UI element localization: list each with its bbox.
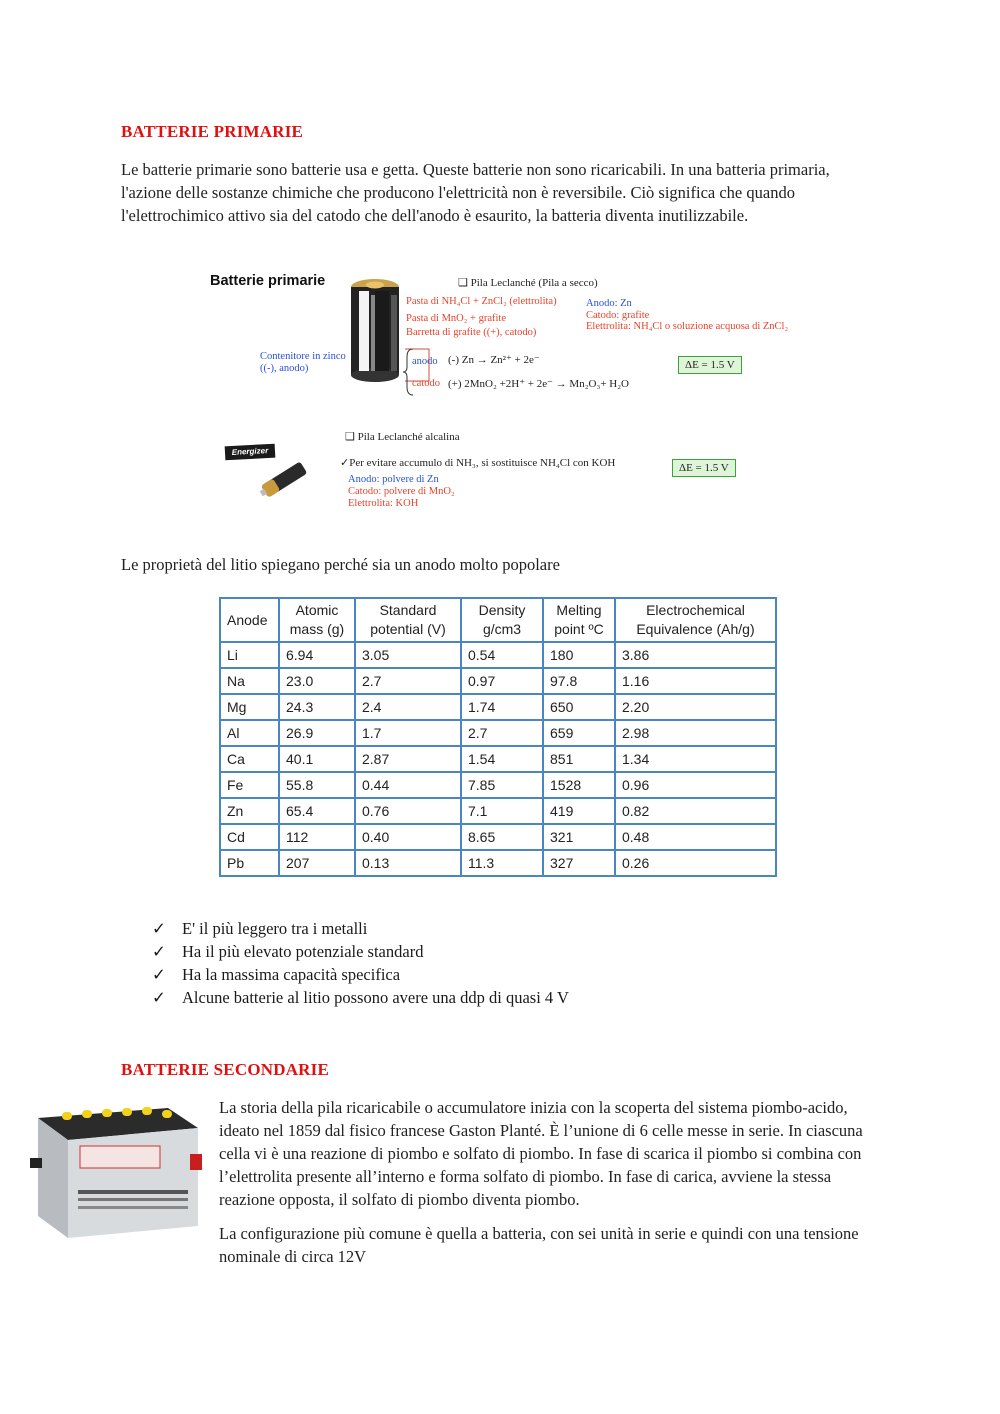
table-cell: 23.0 [279, 668, 355, 694]
table-row [220, 850, 776, 876]
table-cell: 2.7 [461, 720, 543, 746]
table-cell: 2.7 [355, 668, 461, 694]
table-cell: 65.4 [279, 798, 355, 824]
label-zinc-container: Contenitore in zinco ((-), anodo) [260, 351, 346, 374]
table-cell: 207 [279, 850, 355, 876]
lithium-checklist [152, 917, 569, 1009]
delta-e-box-1: ΔE = 1.5 V [678, 356, 742, 374]
table-cell: 2.20 [615, 694, 776, 720]
table-cell: Li [220, 642, 279, 668]
table-cell: 112 [279, 824, 355, 850]
table-cell: 55.8 [279, 772, 355, 798]
table-cell: 419 [543, 798, 615, 824]
primary-paragraph: Le batterie primarie sono batterie usa e getta. Queste batterie non sono ricaricabili. In una batteria primaria, l'azione delle sostanze chimiche che producono l'elettricità non è reversibile. Ciò significa che quando l'elettrochimico attivo sia del catodo che dell'anodo è esaurito, la batteria diventa inutilizzabile. [121, 160, 830, 225]
table-cell: 3.86 [615, 642, 776, 668]
table-cell: Mg [220, 694, 279, 720]
table-cell: 321 [543, 824, 615, 850]
table-cell: Pb [220, 850, 279, 876]
table-cell: 1.74 [461, 694, 543, 720]
table-cell: 0.26 [615, 850, 776, 876]
list-item [152, 986, 569, 1009]
table-cell: Zn [220, 798, 279, 824]
table-cell: 0.54 [461, 642, 543, 668]
section-heading-secondary: BATTERIE SECONDARIE [121, 1060, 330, 1079]
table-cell: 0.82 [615, 798, 776, 824]
label-paste-mno2: Pasta di MnO₂ + grafite [406, 313, 506, 324]
table-cell: 1.7 [355, 720, 461, 746]
list-item [152, 917, 569, 940]
table-cell: 1528 [543, 772, 615, 798]
table-row [220, 772, 776, 798]
table-cell: 7.1 [461, 798, 543, 824]
aa-battery-image [255, 461, 315, 497]
table-cell: Cd [220, 824, 279, 850]
leclanche-title: ❑ Pila Leclanché (Pila a secco) [458, 277, 598, 289]
info-anodo: Anodo: Zn [586, 298, 632, 309]
anodo-label: anodo [412, 356, 438, 367]
table-row [220, 798, 776, 824]
alk-catodo: Catodo: polvere di MnO₂ [348, 486, 455, 497]
leclanche-cell-illustration [345, 275, 405, 385]
table-cell: 11.3 [461, 850, 543, 876]
table-cell: 26.9 [279, 720, 355, 746]
table-cell: 0.76 [355, 798, 461, 824]
header-electrochemical-equivalence: Electrochemical Equivalence (Ah/g) [615, 598, 776, 642]
primary-batteries-figure [200, 265, 800, 525]
table-cell: 1.16 [615, 668, 776, 694]
list-item-text: Ha il più elevato potenziale standard [182, 942, 424, 961]
secondary-paragraph-1: La storia della pila ricaricabile o accumulatore inizia con la scoperta del sistema piombo-acido, ideato nel 1859 dal fisico francese Gaston Planté. È l’unione di 6 celle messe in serie. In ciascuna cella vi è una reazione di piombo e solfato di piombo. In fase di scarica il piombo si combina con l’elettrolita presente all’interno e forma solfato di piombo. In fase di carica, avviene la stessa reazione opposta, il solfato di piombo diventa piombo. [219, 1098, 863, 1209]
check-icon: ✓ [152, 988, 166, 1007]
table-cell: 2.98 [615, 720, 776, 746]
figure-title: Batterie primarie [210, 273, 326, 289]
table-row [220, 642, 776, 668]
table-cell: 650 [543, 694, 615, 720]
energizer-logo: Energizer [225, 444, 276, 461]
label-graphite-rod: Barretta di grafite ((+), catodo) [406, 327, 537, 338]
lead-acid-battery-image [18, 1098, 210, 1250]
table-cell: 6.94 [279, 642, 355, 668]
check-icon: ✓ [152, 942, 166, 961]
table-cell: 0.97 [461, 668, 543, 694]
table-cell: Fe [220, 772, 279, 798]
header-atomic-mass: Atomic mass (g) [279, 598, 355, 642]
table-row [220, 668, 776, 694]
list-item [152, 940, 569, 963]
table-cell: 0.96 [615, 772, 776, 798]
list-item-text: Ha la massima capacità specifica [182, 965, 401, 984]
table-cell: 3.05 [355, 642, 461, 668]
check-icon: ✓ [152, 919, 166, 938]
table-cell: 180 [543, 642, 615, 668]
table-row [220, 694, 776, 720]
table-cell: 0.44 [355, 772, 461, 798]
secondary-paragraph-2: La configurazione più comune è quella a batteria, con sei unità in serie e quindi con una tensione nominale di circa 12V [219, 1224, 859, 1266]
info-catodo: Catodo: grafite [586, 310, 650, 321]
header-melting-point: Melting point ºC [543, 598, 615, 642]
delta-e-box-2: ΔE = 1.5 V [672, 459, 736, 477]
lithium-intro: Le proprietà del litio spiegano perché sia un anodo molto popolare [121, 555, 560, 574]
table-cell: Al [220, 720, 279, 746]
table-cell: 0.13 [355, 850, 461, 876]
table-cell: 2.87 [355, 746, 461, 772]
table-cell: 8.65 [461, 824, 543, 850]
table-cell: 24.3 [279, 694, 355, 720]
table-cell: Na [220, 668, 279, 694]
table-cell: 851 [543, 746, 615, 772]
table-cell: 40.1 [279, 746, 355, 772]
table-cell: 0.48 [615, 824, 776, 850]
table-cell: Ca [220, 746, 279, 772]
anode-properties-table [219, 597, 777, 877]
table-cell: 0.40 [355, 824, 461, 850]
alkaline-note: ✓Per evitare accumulo di NH₃, si sostituisce NH₄Cl con KOH [340, 457, 616, 469]
table-cell: 327 [543, 850, 615, 876]
alk-elettrolita: Elettrolita: KOH [348, 498, 419, 509]
table-cell: 97.8 [543, 668, 615, 694]
list-item [152, 963, 569, 986]
table-cell: 7.85 [461, 772, 543, 798]
alk-anodo: Anodo: polvere di Zn [348, 474, 439, 485]
section-heading-primary: BATTERIE PRIMARIE [121, 122, 304, 141]
list-item-text: E' il più leggero tra i metalli [182, 919, 368, 938]
header-anode: Anode [220, 598, 279, 642]
catodo-label: catodo [412, 378, 440, 389]
alkaline-title: ❑ Pila Leclanché alcalina [345, 431, 460, 443]
header-standard-potential: Standard potential (V) [355, 598, 461, 642]
table-cell: 1.54 [461, 746, 543, 772]
table-row [220, 824, 776, 850]
table-cell: 2.4 [355, 694, 461, 720]
list-item-text: Alcune batterie al litio possono avere una ddp di quasi 4 V [182, 988, 569, 1007]
table-header-row [220, 598, 776, 642]
header-density: Density g/cm3 [461, 598, 543, 642]
check-icon: ✓ [152, 965, 166, 984]
table-cell: 1.34 [615, 746, 776, 772]
table-row [220, 720, 776, 746]
label-paste-electrolyte: Pasta di NH₄Cl + ZnCl₂ (elettrolita) [406, 296, 557, 307]
info-elettrolita: Elettrolita: NH₄Cl o soluzione acquosa di ZnCl₂ [586, 321, 789, 332]
table-cell: 659 [543, 720, 615, 746]
anodo-equation: (-) Zn → Zn²⁺ + 2e⁻ [448, 354, 540, 366]
table-row [220, 746, 776, 772]
catodo-equation: (+) 2MnO₂ +2H⁺ + 2e⁻ → Mn₂O₃+ H₂O [448, 378, 630, 390]
